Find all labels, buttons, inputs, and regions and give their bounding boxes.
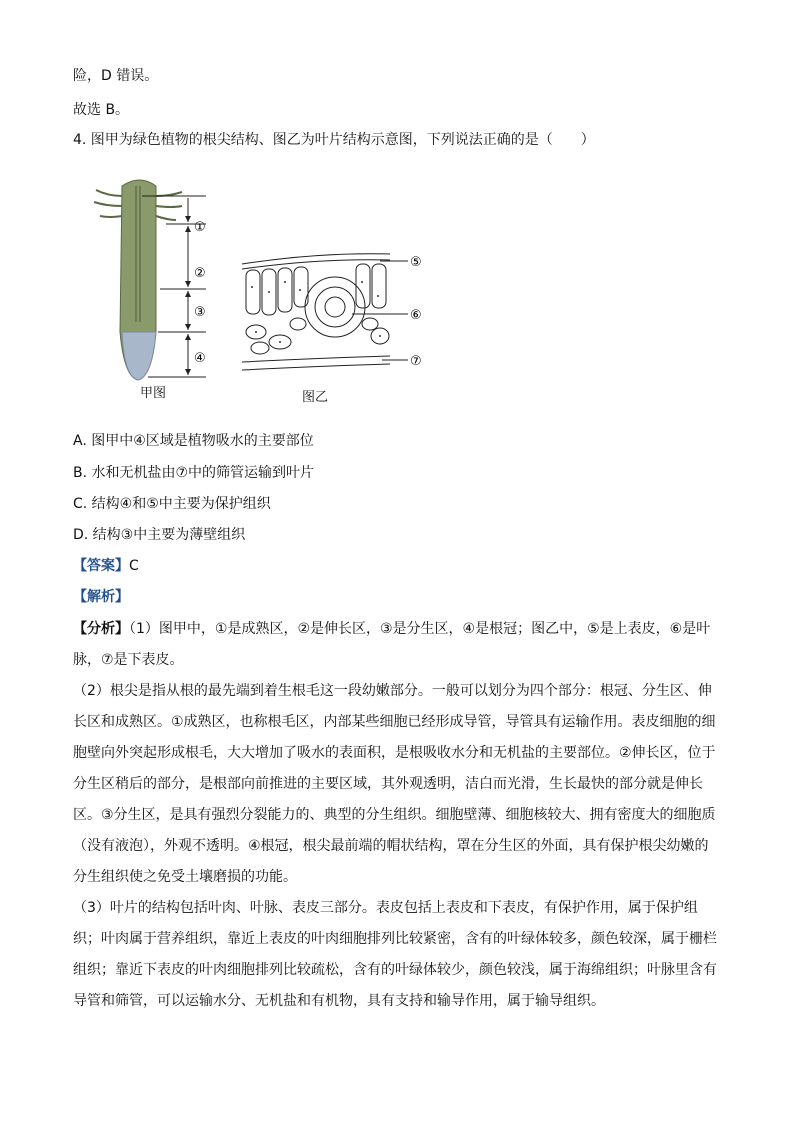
question-figure <box>90 172 440 412</box>
para-line: 区。③分生区，是具有强烈分裂能力的、典型的分生组织。细胞壁薄、细胞核较大、拥有密度大的细胞质 <box>73 807 716 823</box>
option-b: B. 水和无机盐由⑦中的筛管运输到叶片 <box>73 465 315 481</box>
option-d: D. 结构③中主要为薄壁组织 <box>73 527 246 543</box>
para-line: 长区和成熟区。①成熟区，也称根毛区，内部某些细胞已经形成导管，导管具有运输作用。表皮细胞的细 <box>73 714 716 730</box>
analysis-heading <box>73 587 129 607</box>
para-line: 分生组织使之免受土壤磨损的功能。 <box>73 869 297 885</box>
para-line: （3）叶片的结构包括叶肉、叶脉、表皮三部分。表皮包括上表皮和下表皮，有保护作用，属于保护组 <box>73 900 698 916</box>
para-line: 脉，⑦是下表皮。 <box>73 652 184 668</box>
leaf-cross-section <box>242 254 390 370</box>
root-mark-2: ② <box>194 266 206 281</box>
leaf-mark-6: ⑥ <box>410 308 422 323</box>
analysis-paragraph-3 <box>73 893 721 1017</box>
analysis-sub-tag: 【分析】 <box>73 621 129 637</box>
root-mark-3: ③ <box>194 305 206 320</box>
root-mark-4: ④ <box>194 351 206 366</box>
para-line: （没有液泡），外观不透明。④根冠，根尖最前端的帽状结构，罩在分生区的外面，具有保护根尖幼嫩的 <box>73 838 709 854</box>
root-tip-illustration <box>94 180 182 380</box>
answer-value: C <box>129 558 139 574</box>
para-line: 织；叶肉属于营养组织，靠近上表皮的叶肉细胞排列比较紧密，含有的叶绿体较多，颜色较深，属于栅栏 <box>73 931 717 947</box>
option-a: A. 图甲中④区域是植物吸水的主要部位 <box>73 433 314 449</box>
para-line-text: （1）图甲中，①是成熟区，②是伸长区，③是分生区，④是根冠；图乙中，⑤是上表皮，⑥是叶 <box>129 621 711 637</box>
para-line: 胞壁向外突起形成根毛，大大增加了吸水的表面积，是根吸收水分和无机盐的主要部位。②伸长区，位于 <box>73 745 716 761</box>
question-stem: 4. 图甲为绿色植物的根尖结构、图乙为叶片结构示意图，下列说法正确的是（ ） <box>73 132 595 148</box>
analysis-paragraph-2 <box>73 676 721 893</box>
analysis-paragraph-1 <box>73 614 721 676</box>
para-line: 组织；靠近下表皮的叶肉细胞排列比较疏松，含有的叶绿体较少，颜色较浅，属于海绵组织；叶脉里含有 <box>73 962 717 978</box>
para-line: （2）根尖是指从根的最先端到着生根毛这一段幼嫩部分。一般可以划分为四个部分：根冠、分生区、伸 <box>73 683 712 699</box>
figure-yi-caption: 图乙 <box>302 390 329 405</box>
root-mark-1: ① <box>194 220 206 235</box>
leaf-mark-5: ⑤ <box>410 255 422 270</box>
answer-line <box>73 556 139 576</box>
figure-jia-caption: 甲图 <box>140 386 167 401</box>
para-line: 分生区稍后的部分，是根部向前推进的主要区域，其外观透明，洁白而光滑，生长最快的部分就是伸长 <box>73 776 703 792</box>
answer-tag: 【答案】 <box>73 558 129 574</box>
text-line: 险，D 错误。 <box>73 68 159 84</box>
text-line: 故选 B。 <box>73 102 130 118</box>
option-c: C. 结构④和⑤中主要为保护组织 <box>73 496 271 512</box>
root-leaf-diagram <box>90 172 440 412</box>
analysis-tag: 【解析】 <box>73 589 129 605</box>
para-line: 导管和筛管，可以运输水分、无机盐和有机物，具有支持和输导作用，属于输导组织。 <box>73 993 605 1009</box>
para-line <box>73 614 721 645</box>
leaf-mark-7: ⑦ <box>410 354 422 369</box>
